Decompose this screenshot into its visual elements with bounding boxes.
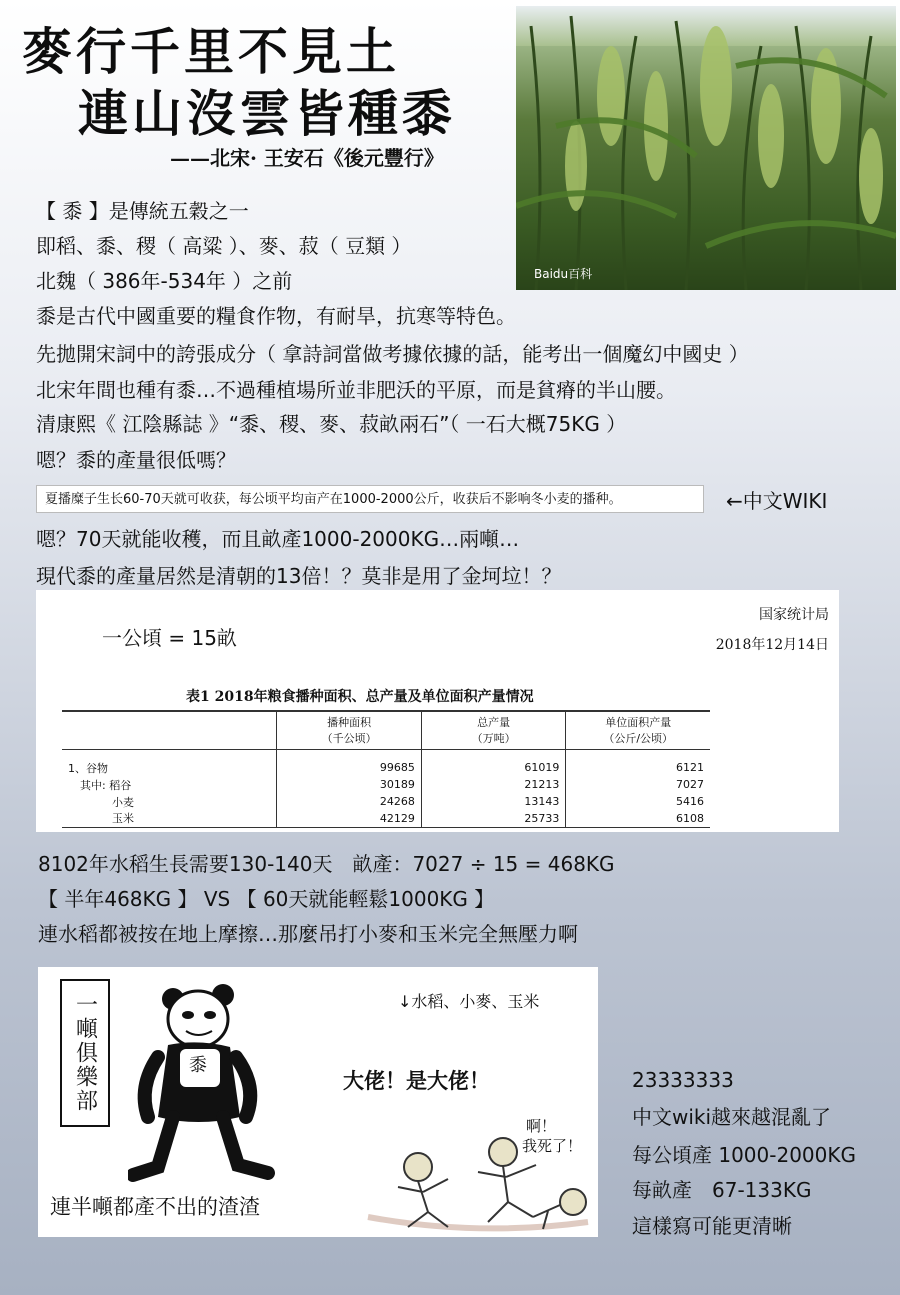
calc-line-1: 8102年水稻生長需要130-140天 畝產：7027 ÷ 15 = 468KG	[38, 852, 615, 876]
panda-face	[168, 991, 228, 1047]
intro-line-3: 北魏（ 386年-534年 ）之前	[36, 269, 293, 293]
cry-line-1: 啊！	[526, 1117, 557, 1135]
table-row: 小麦 24268 13143 5416	[62, 793, 710, 810]
arrow-note: ↓水稻、小麥、玉米	[398, 992, 540, 1011]
mid-line-2: 現代黍的產量居然是清朝的13倍！？莫非是用了金坷垃！？	[36, 564, 562, 588]
poem-line-2: 連山沒雲皆種黍	[78, 84, 456, 143]
intro-line-6: 北宋年間也種有黍…不過種植場所並非肥沃的平原，而是貧瘠的半山腰。	[36, 378, 676, 402]
panda-figure	[128, 977, 278, 1187]
intro-line-7: 清康熙《 江陰縣誌 》“黍、稷、麥、菽畝兩石”（ 一石大概75KG ）	[36, 412, 627, 436]
conversion-note: 一公頃 = 15畝	[102, 626, 237, 650]
table-header-cell: 单位面积产量 （公斤/公顷）	[566, 711, 710, 749]
side-note-3: 每公頃產 1000-2000KG	[632, 1143, 856, 1167]
table-header-row	[62, 711, 710, 749]
fallen-head	[489, 1138, 517, 1166]
fallen-head	[404, 1153, 432, 1181]
intro-line-4: 黍是古代中國重要的糧食作物，有耐旱，抗寒等特色。	[36, 304, 516, 328]
boss-shout: 大佬！是大佬！	[343, 1069, 490, 1093]
calc-line-3: 連水稻都被按在地上摩擦…那麼吊打小麥和玉米完全無壓力啊	[38, 922, 578, 946]
stats-panel	[36, 590, 839, 832]
poem-source: ——北宋· 王安石《後元豐行》	[170, 146, 444, 170]
table-row: 1、谷物 99685 61019 6121	[62, 759, 710, 776]
cry-line-2: 我死了！	[522, 1137, 583, 1155]
wiki-note: ←中文WIKI	[726, 489, 828, 513]
side-note-2: 中文wiki越來越混亂了	[632, 1105, 832, 1129]
poem-line-1: 麥行千里不見土	[22, 22, 400, 81]
intro-line-2: 即稻、黍、稷（ 高粱 ）、麥、菽（ 豆類 ）	[36, 234, 412, 258]
meme-panel	[38, 967, 598, 1237]
stats-table	[62, 710, 710, 828]
intro-line-1: 【 黍 】是傳統五穀之一	[36, 199, 249, 223]
wiki-quote-box: 夏播糜子生长60-70天就可收获，每公顷平均亩产在1000-2000公斤，收获后不影响冬小麦的播种。	[36, 485, 704, 513]
table-header-cell: 播种面积 （千公顷）	[277, 711, 422, 749]
intro-line-5: 先拋開宋詞中的誇張成分（ 拿詩詞當做考據依據的話，能考出一個魔幻中國史 ）	[36, 342, 749, 366]
side-note-5: 這樣寫可能更清晰	[632, 1214, 792, 1238]
table-header-cell: 总产量 （万吨）	[421, 711, 566, 749]
stats-date: 2018年12月14日	[715, 637, 829, 653]
stats-org: 国家统计局	[759, 607, 829, 623]
intro-line-8: 嗯？黍的產量很低嗎？	[36, 448, 236, 472]
fallen-head	[560, 1189, 586, 1215]
one-ton-club-sign: 一噸俱樂部	[60, 979, 110, 1127]
table-row: 玉米 42129 25733 6108	[62, 810, 710, 827]
millet-field-illustration	[516, 6, 896, 290]
photo-watermark: Baidu百科	[534, 267, 593, 281]
meme-caption: 連半噸都產不出的渣渣	[50, 1195, 260, 1219]
table-row: 其中: 稻谷 30189 21213 7027	[62, 776, 710, 793]
side-note-4: 每畝產 67-133KG	[632, 1178, 812, 1202]
mid-line-1: 嗯？70天就能收穫，而且畝產1000-2000KG…兩噸…	[36, 527, 520, 551]
panda-label: 黍	[189, 1055, 207, 1076]
millet-photo	[516, 6, 896, 290]
fallen-figures	[358, 1117, 598, 1237]
calc-line-2: 【 半年468KG 】 VS 【 60天就能輕鬆1000KG 】	[38, 887, 495, 911]
side-note-1: 23333333	[632, 1068, 734, 1092]
stats-title: 表1 2018年粮食播种面积、总产量及单位面积产量情况	[186, 689, 534, 705]
